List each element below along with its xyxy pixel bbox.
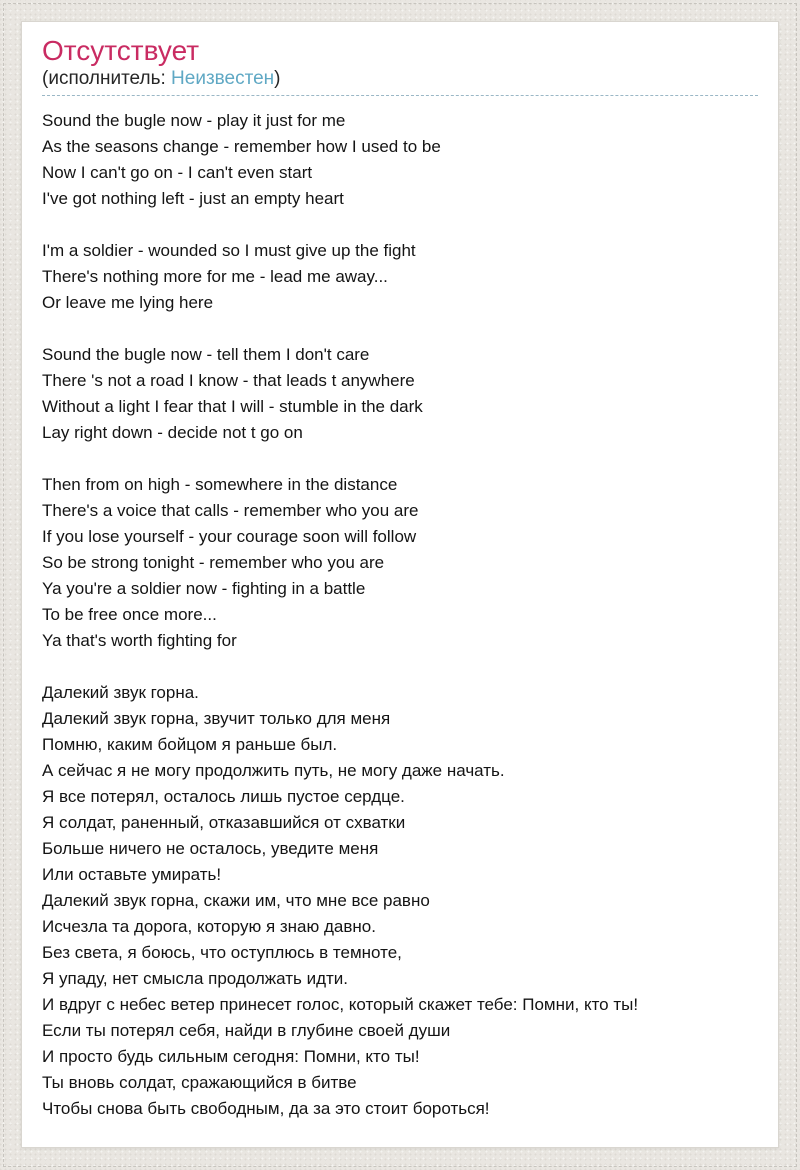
lyric-line: Далекий звук горна. xyxy=(42,683,199,702)
lyric-stanza xyxy=(42,680,758,1122)
lyric-stanza xyxy=(42,108,758,212)
lyric-line: Помню, каким бойцом я раньше был. xyxy=(42,735,338,754)
lyric-line: As the seasons change - remember how I used to be xyxy=(42,137,441,156)
lyric-line: I've got nothing left - just an empty heart xyxy=(42,189,344,208)
lyric-line: If you lose yourself - your courage soon will follow xyxy=(42,527,417,546)
lyric-line: Далекий звук горна, скажи им, что мне все равно xyxy=(42,891,430,910)
lyric-line: So be strong tonight - remember who you are xyxy=(42,553,385,572)
page-title: Отсутствует xyxy=(42,35,200,66)
lyric-line: Далекий звук горна, звучит только для меня xyxy=(42,709,391,728)
lyric-line: Now I can't go on - I can't even start xyxy=(42,163,313,182)
lyric-line: Без света, я боюсь, что оступлюсь в темноте, xyxy=(42,943,402,962)
artist-line xyxy=(42,68,758,90)
lyric-line: Ya that's worth fighting for xyxy=(42,631,237,650)
lyric-stanza xyxy=(42,238,758,316)
lyric-line: Или оставьте умирать! xyxy=(42,865,222,884)
lyric-line: А сейчас я не могу продолжить путь, не могу даже начать. xyxy=(42,761,505,780)
lyric-line: There 's not a road I know - that leads t anywhere xyxy=(42,371,415,390)
lyric-line: Or leave me lying here xyxy=(42,293,214,312)
lyric-line: Lay right down - decide not t go on xyxy=(42,423,303,442)
lyric-line: Чтобы снова быть свободным, да за это стоит бороться! xyxy=(42,1099,490,1118)
lyric-line: There's a voice that calls - remember who you are xyxy=(42,501,419,520)
lyric-stanza xyxy=(42,472,758,654)
lyric-line: Исчезла та дорога, которую я знаю давно. xyxy=(42,917,376,936)
lyric-line: Если ты потерял себя, найди в глубине своей души xyxy=(42,1021,451,1040)
lyric-line: Then from on high - somewhere in the distance xyxy=(42,475,398,494)
lyric-line: И просто будь сильным сегодня: Помни, кто ты! xyxy=(42,1047,420,1066)
lyric-line: Ты вновь солдат, сражающийся в битве xyxy=(42,1073,357,1092)
lyric-line: Я упаду, нет смысла продолжать идти. xyxy=(42,969,349,988)
lyric-line: И вдруг с небес ветер принесет голос, который скажет тебе: Помни, кто ты! xyxy=(42,995,639,1014)
artist-link[interactable]: Неизвестен xyxy=(171,68,275,89)
lyric-line: Sound the bugle now - play it just for me xyxy=(42,111,346,130)
lyric-line: Sound the bugle now - tell them I don't care xyxy=(42,345,370,364)
lyric-line: Я все потерял, осталось лишь пустое сердце. xyxy=(42,787,405,806)
lyric-line: There's nothing more for me - lead me away... xyxy=(42,267,388,286)
lyric-line: Я солдат, раненный, отказавшийся от схватки xyxy=(42,813,406,832)
song-header xyxy=(42,36,758,96)
lyrics-card xyxy=(21,21,779,1148)
lyric-stanza xyxy=(42,342,758,446)
lyric-line: Больше ничего не осталось, уведите меня xyxy=(42,839,379,858)
artist-line-prefix: (исполнитель: xyxy=(42,68,172,89)
lyric-line: Ya you're a soldier now - fighting in a battle xyxy=(42,579,366,598)
lyrics xyxy=(42,108,758,1122)
lyric-line: Without a light I fear that I will - stumble in the dark xyxy=(42,397,423,416)
lyric-line: To be free once more... xyxy=(42,605,217,624)
artist-line-suffix: ) xyxy=(274,68,281,89)
lyric-line: I'm a soldier - wounded so I must give up the fight xyxy=(42,241,416,260)
